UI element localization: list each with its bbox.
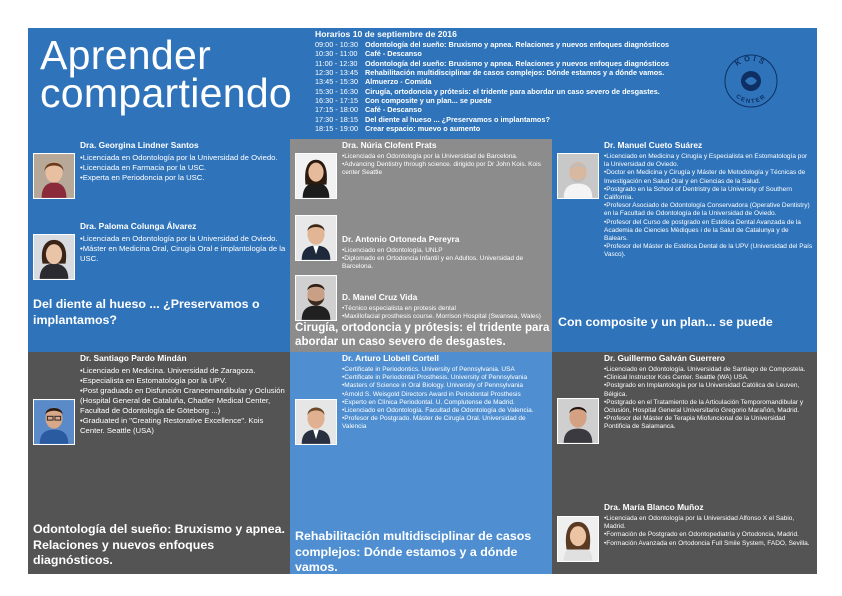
speaker-credential: • Certificate in Periodontics. University of Pennsylvania. USA xyxy=(342,366,548,374)
speaker-photo xyxy=(295,153,337,199)
speaker-name: Dra. Núria Clofent Prats xyxy=(342,140,437,150)
speaker-credential: • Profesor del Curso de postgrado en Estética Dental Avanzada de la Academia de Ciencies Mèdiques i de la Salut de Catalunya y de Balears. xyxy=(604,219,813,244)
speaker-photo xyxy=(557,398,599,444)
kois-logo-icon xyxy=(723,53,779,109)
schedule-row xyxy=(315,49,715,58)
speaker-ortoneda xyxy=(342,234,548,272)
schedule-row xyxy=(315,59,715,68)
speaker-pardo xyxy=(80,353,286,436)
schedule-time: 11:00 - 12:30 xyxy=(315,58,358,68)
speaker-credential: • Graduated in "Creating Restorative Excellence". Kois Center. Seattle (USA) xyxy=(80,416,286,436)
speaker-credential: • Post graduado en Disfunción Craneomandibular y Oclusión (Hospital General de Cataluña, Chadler Medical Center, Facultad de Odontología de Göteborg ...) xyxy=(80,386,286,416)
speaker-credential: • Máster en Medicina Oral, Cirugía Oral e implantología de la USC. xyxy=(80,244,286,264)
schedule-row xyxy=(315,96,715,105)
portrait-icon xyxy=(34,154,74,198)
speaker-credential: • Postgrado en la School of Dentristry de la University of Southern California. xyxy=(604,186,813,202)
brochure-card xyxy=(28,28,817,587)
speaker-credential: • Licenciada en Odontología por la Universidad Alfonso X el Sabio, Madrid. xyxy=(604,515,813,531)
speaker-credential: • Masters of Science in Oral Biology. University of Pennsylvania xyxy=(342,382,548,390)
speaker-credential: • Maxillofacial prosthesis course. Morrison Hospital (Swansea, Wales) xyxy=(342,313,548,321)
speaker-credential: • Clinical Instructor Kois Center. Seattle (WA) USA. xyxy=(604,374,813,382)
speaker-galvan xyxy=(604,353,813,432)
speaker-name: Dra. Paloma Colunga Álvarez xyxy=(80,221,197,231)
schedule-row xyxy=(315,87,715,96)
schedule-time: 13:45 - 15:30 xyxy=(315,77,359,87)
schedule-event: Almuerzo - Comida xyxy=(365,77,432,87)
speaker-credential: • Experto en Clínica Periodontal. U. Complutense de Madrid. xyxy=(342,399,548,407)
portrait-icon xyxy=(558,517,598,561)
speaker-photo xyxy=(295,215,337,261)
speaker-name: Dr. Santiago Pardo Mindán xyxy=(80,353,187,363)
speaker-credential: • Formación Avanzada en Ortodoncia Full Smile System, FADO, Sevilla. xyxy=(604,540,813,548)
schedule-time: 09:00 - 10:30 xyxy=(315,40,359,49)
speaker-lindner xyxy=(80,140,286,183)
schedule-time: 18:15 - 19:00 xyxy=(315,124,359,134)
portrait-icon xyxy=(296,400,336,444)
speaker-credential: • Profesor Asociado de Odontología Conservadora (Operative Dentistry) en la Facultad de Odontología de la Universidad de Oviedo. xyxy=(604,202,813,218)
talk-title: Con composite y un plan... se puede xyxy=(558,315,773,329)
panel-cirugia-ortodoncia-protesis xyxy=(290,139,552,352)
schedule-event: Crear espacio: muevo o aumento xyxy=(365,124,481,134)
speaker-credential: • Postgrado en el Tratamiento de la Articulación Temporomandibular y Oclusión, Hospital General Universitario Gregorio Marañón, Madrid. xyxy=(604,399,813,415)
portrait-icon xyxy=(558,399,598,443)
speaker-llobell xyxy=(342,353,548,432)
speaker-credential: • Arnold S. Weisgold Directors Award in Periodontal Prosthesis xyxy=(342,391,548,399)
schedule-time: 16:30 - 17:15 xyxy=(315,96,359,106)
schedule-row xyxy=(315,115,715,124)
speaker-credential: • Licenciada en Odontología por la Universidad de Oviedo. xyxy=(80,234,286,244)
speaker-credential: • Licenciado en Odontología. Facultad de Odontología de Valencia. xyxy=(342,407,548,415)
title-line-2: compartiendo xyxy=(40,70,293,116)
schedule-time: 12:30 - 13:45 xyxy=(315,68,359,78)
portrait-icon xyxy=(296,154,336,198)
speaker-colunga xyxy=(80,221,286,264)
portrait-icon xyxy=(296,276,336,320)
speaker-credential: • Licenciado en Medicina. Universidad de Zaragoza. xyxy=(80,366,286,376)
panel-con-composite xyxy=(552,139,817,352)
speaker-credential: • Advancing Dentistry through science. dirigido por Dr John Kois. Kois center Seattle xyxy=(342,161,548,177)
schedule-title: Horarios 10 de septiembre de 2016 xyxy=(315,29,457,39)
portrait-icon xyxy=(34,235,74,279)
schedule-row xyxy=(315,124,715,133)
schedule xyxy=(315,29,715,133)
speaker-credential: • Profesor del Máster de Estética Dental de la UPV (Universidad del País Vasco). xyxy=(604,243,813,259)
speaker-credential: • Experta en Periodoncia por la USC. xyxy=(80,173,286,183)
talk-title: Rehabilitación multidisciplinar de casos complejos: Dónde estamos y a dónde vamos. xyxy=(295,529,532,574)
speaker-credential: • Certificate in Periodontal Prosthesis. University of Pennsylvania xyxy=(342,374,548,382)
speaker-photo xyxy=(557,516,599,562)
schedule-event: Con composite y un plan... se puede xyxy=(365,96,492,106)
speaker-credential: • Técnico especialista en protesis dental xyxy=(342,305,548,313)
speaker-cruz xyxy=(342,292,548,321)
schedule-row xyxy=(315,105,715,114)
speaker-photo xyxy=(557,153,599,199)
panel-crear-espacio xyxy=(552,352,817,587)
speaker-credential: • Profesor de Postgrado. Máster de Cirugía Oral. Universidad de Valencia xyxy=(342,415,548,431)
schedule-event: Odontología del sueño: Bruxismo y apnea. Relaciones y nuevos enfoques diagnósticos xyxy=(365,40,670,49)
schedule-time: 10:30 - 11:00 xyxy=(315,49,358,59)
speaker-credential: • Postgrado en Implantología por la Universidad Católica de Leuven, Bélgica. xyxy=(604,382,813,398)
schedule-event: Odontología del sueño: Bruxismo y apnea. Relaciones y nuevos enfoques diagnósticos xyxy=(365,58,670,68)
title-line-1: Aprender xyxy=(40,32,212,78)
speaker-clofent xyxy=(342,140,548,178)
speaker-name: Dr. Arturo Llobell Cortell xyxy=(342,353,439,363)
speaker-credential: • Licenciado en Odontología. UNLP xyxy=(342,247,548,255)
speaker-credential: • Licenciada en Odontología por la Universidad de Oviedo. xyxy=(80,153,286,163)
speaker-name: Dra. Georgina Lindner Santos xyxy=(80,140,199,150)
svg-text:KOIS xyxy=(733,54,768,68)
speaker-photo xyxy=(295,399,337,445)
speaker-name: Dr. Manuel Cueto Suárez xyxy=(604,140,703,150)
speaker-cueto xyxy=(604,140,813,260)
panel-odontologia-del-sueno xyxy=(28,352,290,574)
speaker-credential: • Diplomado en Ortodoncia Infantil y en Adultos. Universidad de Barcelona. xyxy=(342,255,548,271)
panel-rehabilitacion-multidisciplinar xyxy=(290,352,552,574)
speaker-name: Dr. Antonio Ortoneda Pereyra xyxy=(342,234,460,244)
schedule-row xyxy=(315,40,715,49)
speaker-name: Dra. María Blanco Muñoz xyxy=(604,502,704,512)
schedule-event: Del diente al hueso ... ¿Preservamos o implantamos? xyxy=(365,114,550,124)
speaker-photo xyxy=(295,275,337,321)
schedule-time: 17:15 - 18:00 xyxy=(315,105,359,115)
header-panel xyxy=(28,28,817,139)
kois-center-logo xyxy=(723,53,779,109)
schedule-event: Café - Descanso xyxy=(365,105,422,115)
panel-del-diente-al-hueso xyxy=(28,139,290,352)
portrait-icon xyxy=(34,400,74,444)
speaker-photo xyxy=(33,234,75,280)
speaker-credential: • Especialista en Estomatología por la UPV. xyxy=(80,376,286,386)
schedule-row xyxy=(315,68,715,77)
schedule-event: Café - Descanso xyxy=(365,49,422,59)
speaker-credential: • Licenciada en Farmacia por la USC. xyxy=(80,163,286,173)
talk-title: Cirugía, ortodoncia y prótesis: el tridente para abordar un caso severo de desgastes. xyxy=(295,321,550,348)
talk-title: Crear espacio: muevo o aumento xyxy=(558,573,754,587)
logo-text-bottom: CENTER xyxy=(734,93,768,106)
talk-title: Del diente al hueso ... ¿Preservamos o implantamos? xyxy=(33,297,260,327)
speaker-credential: • Doctor en Medicina y Cirugía y Máster de Metodología y Técnicas de Investigación en Salud Oral y en Ciencias de la Salud. xyxy=(604,169,813,185)
svg-text:CENTER xyxy=(734,94,767,105)
speaker-credential: • Licenciado en Odontología. Universidad de Santiago de Compostela. xyxy=(604,366,813,374)
portrait-icon xyxy=(296,216,336,260)
schedule-time: 17:30 - 18:15 xyxy=(315,114,359,124)
speaker-credential: • Licenciado en Medicina y Cirugía y Especialista en Estomatología por la Universidad de Oviedo. xyxy=(604,153,813,169)
portrait-icon xyxy=(558,154,598,198)
speaker-credential: • Licenciada en Odontología por la Universidad de Barcelona. xyxy=(342,153,548,161)
schedule-time: 15:30 - 16:30 xyxy=(315,86,359,96)
speaker-credential: • Profesor del Máster de Terapia Miofuncional de la Universidad Pontificia de Salamanca. xyxy=(604,415,813,431)
speaker-photo xyxy=(33,153,75,199)
speaker-photo xyxy=(33,399,75,445)
speaker-credential: • Formación de Postgrado en Odontopediatría y Ortodoncia, Madrid. xyxy=(604,531,813,539)
speaker-name: Dr. Guillermo Galván Guerrero xyxy=(604,353,726,363)
schedule-event: Rehabilitación multidisciplinar de casos complejos: Dónde estamos y a dónde vamos. xyxy=(365,68,665,78)
speaker-name: D. Manel Cruz Vida xyxy=(342,292,418,302)
schedule-event: Cirugía, ortodoncia y prótesis: el tridente para abordar un caso severo de desgastes. xyxy=(365,86,660,96)
talk-title: Odontología del sueño: Bruxismo y apnea. Relaciones y nuevos enfoques diagnósticos. xyxy=(33,522,285,567)
speaker-blanco xyxy=(604,502,813,548)
logo-text-top: KOIS xyxy=(733,53,769,68)
schedule-row xyxy=(315,77,715,86)
